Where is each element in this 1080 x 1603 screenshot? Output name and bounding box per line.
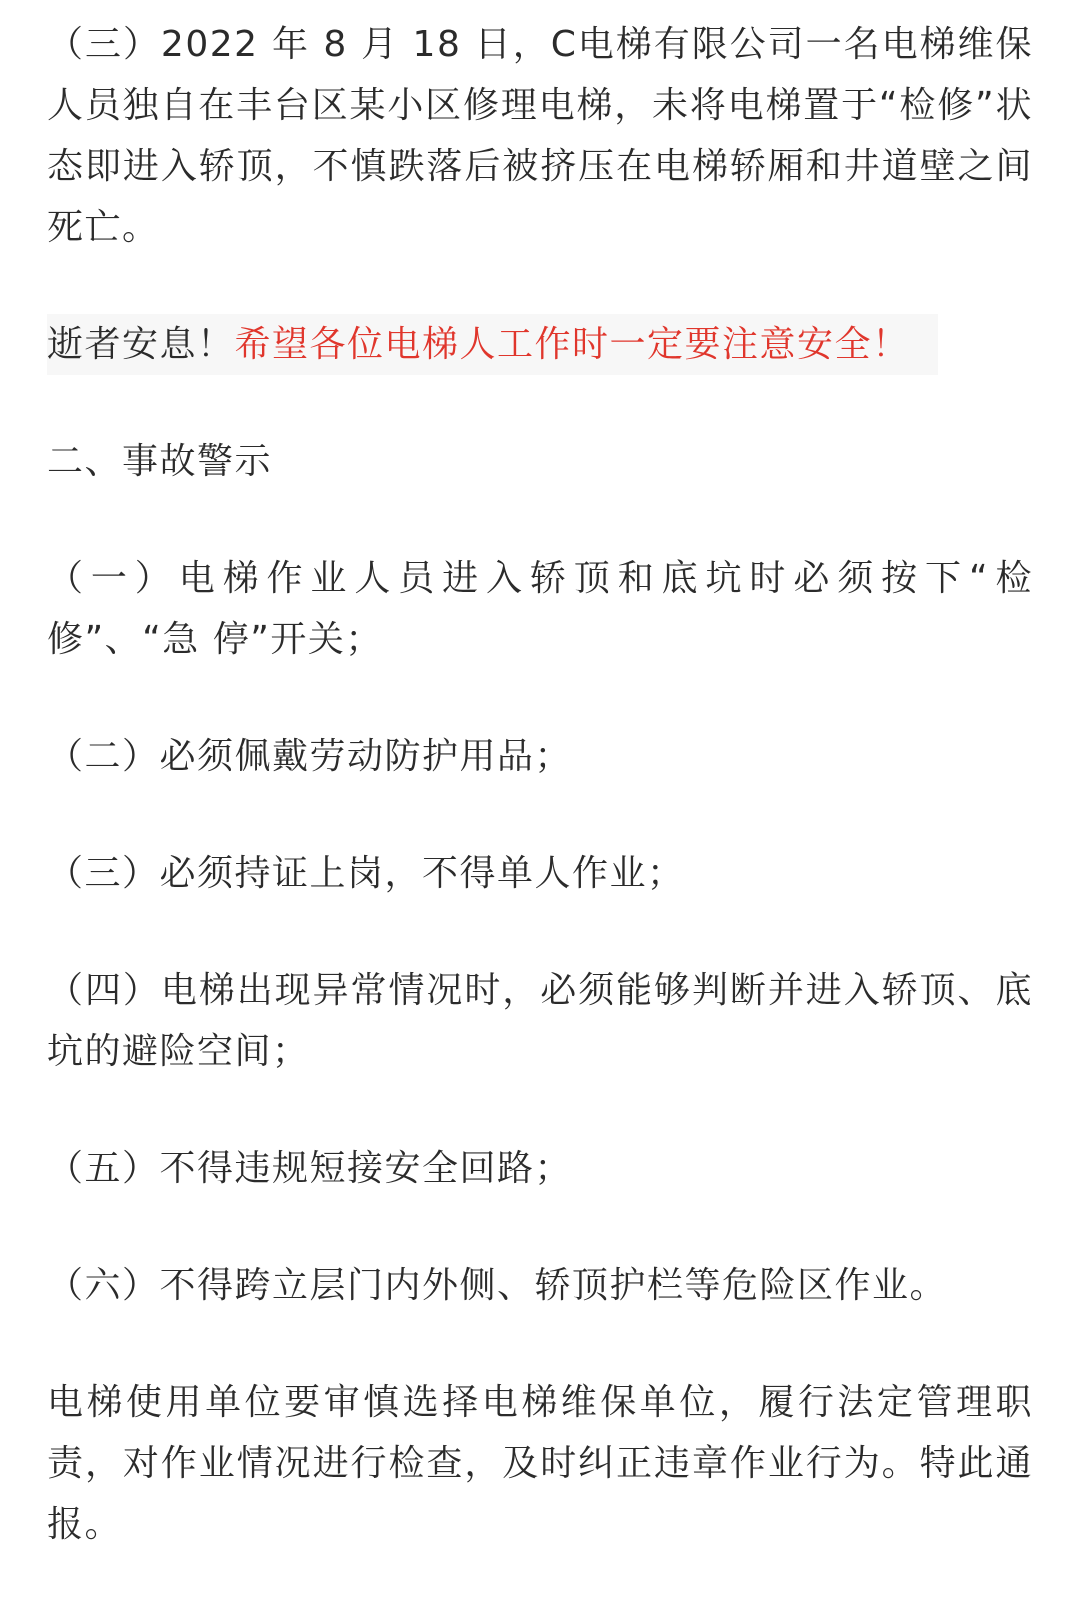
paragraph-spacer — [47, 492, 1033, 548]
paragraph-spacer — [47, 1316, 1033, 1372]
closing-paragraph: 电梯使用单位要审慎选择电梯维保单位，履行法定管理职责，对作业情况进行检查，及时纠正违章作业行为。特此通报。 — [47, 1382, 1033, 1545]
warning-item-3: （三）必须持证上岗，不得单人作业； — [47, 853, 685, 894]
paragraph-spacer — [47, 787, 1033, 843]
warning-item-5: （五）不得违规短接安全回路； — [47, 1148, 573, 1189]
condolence-prefix: 逝者安息！ — [47, 324, 235, 365]
section-heading: 二、事故警示 — [47, 441, 273, 482]
paragraph-spacer — [47, 904, 1033, 960]
warning-item-6: （六）不得跨立层门内外侧、轿顶护栏等危险区作业。 — [47, 1265, 948, 1306]
paragraph-spacer — [47, 1082, 1033, 1138]
warning-item-4: （四）电梯出现异常情况时，必须能够判断并进入轿顶、底坑的避险空间； — [47, 970, 1033, 1072]
paragraph-spacer — [47, 1199, 1033, 1255]
accident-case-paragraph: （三）2022 年 8 月 18 日，C电梯有限公司一名电梯维保人员独自在丰台区某小区修理电梯，未将电梯置于“检修”状态即进入轿顶，不慎跌落后被挤压在电梯轿厢和井道壁之间死亡。 — [47, 24, 1033, 248]
paragraph-spacer — [47, 375, 1033, 431]
condolence-highlight — [47, 314, 938, 375]
condolence-line — [47, 314, 1033, 375]
warning-item-2: （二）必须佩戴劳动防护用品； — [47, 736, 573, 777]
paragraph-spacer — [47, 670, 1033, 726]
paragraph-spacer — [47, 258, 1033, 314]
safety-wish: 希望各位电梯人工作时一定要注意安全！ — [234, 324, 910, 365]
warning-item-1: （一）电梯作业人员进入轿顶和底坑时必须按下“检修”、“急 停”开关； — [47, 558, 1033, 660]
article-body — [47, 14, 1033, 1555]
